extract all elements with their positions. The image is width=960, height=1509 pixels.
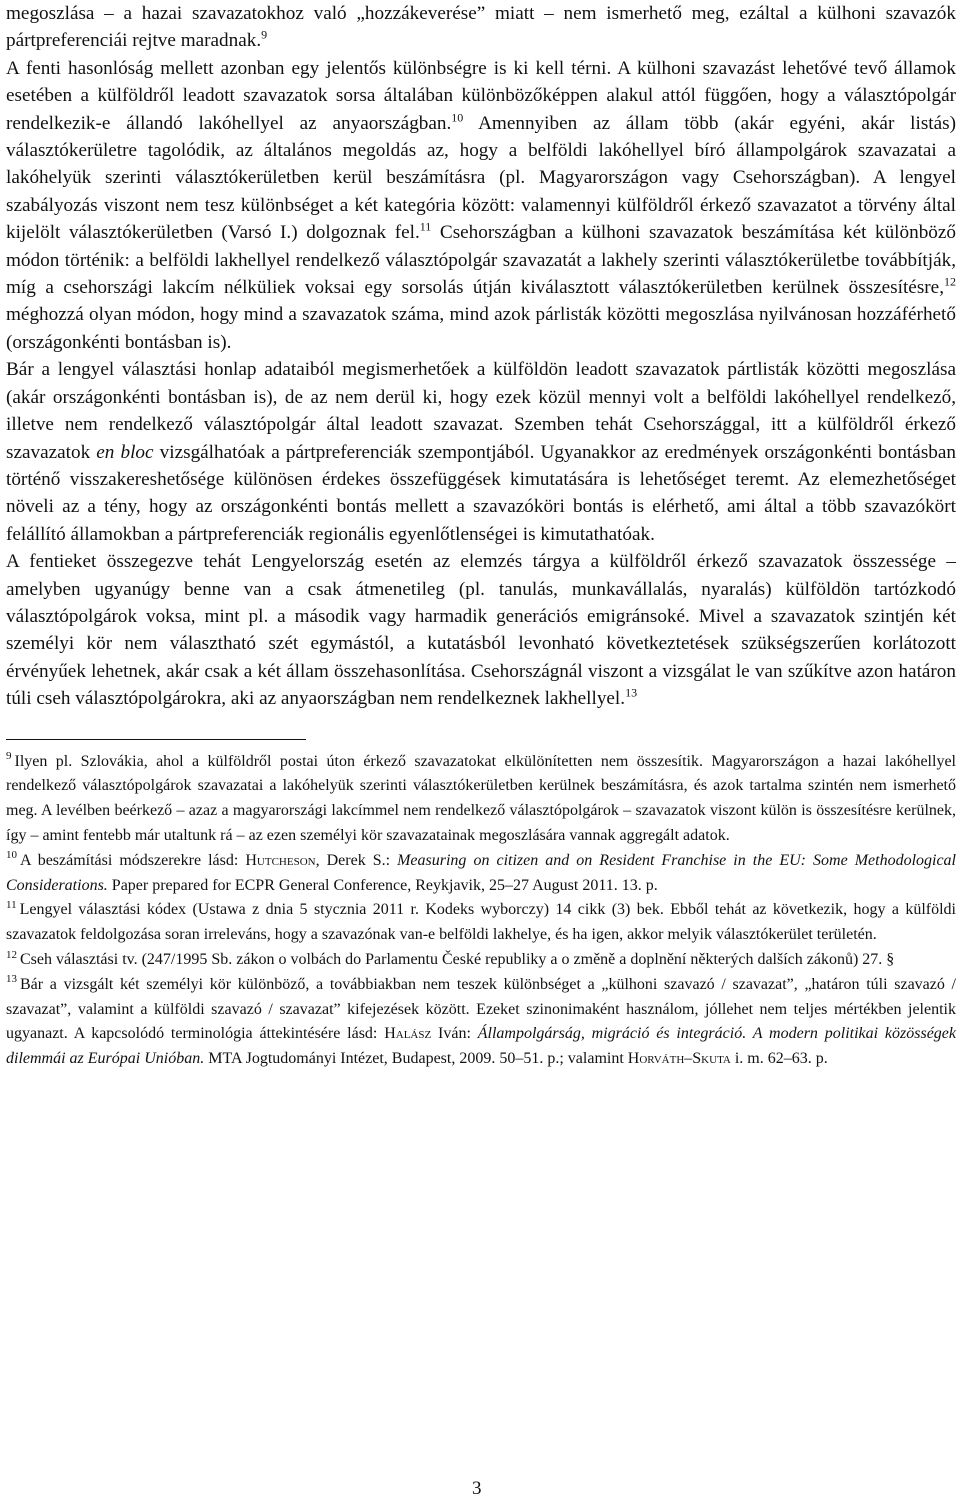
cited-title: Measuring on citizen and on Resident Franchise in the EU: Some Methodological Considerations. (6, 851, 957, 894)
paragraph-1 (6, 0, 956, 356)
footnote-ref: 12 (944, 274, 956, 289)
paragraph-text: A fentieket összegezve tehát Lengyelország esetén az elemzés tárgya a külföldről érkező szavazatok összessége – amelyben ugyanúgy benne van a csak átmenetileg (pl. tanulás, munkavállalás, nyaralás) külföldön tartózkodó választópolgárok voksa, mint pl. a második vagy harmadik generációs emigránsoké. Mivel a szavazatok szintjén két személyi kör nem választható szét egymástól, a kutatásból levonható következtetések szükségszerűen korlátozott érvényűek lehetnek, akár csak a két állam összehasonlítása. Csehországnál viszont a vizsgálat le van szűkítve azon határon túli cseh választópolgárokra, aki az anyaországban nem rendelkeznek lakhellyel. (6, 551, 956, 710)
paragraph-text: A fenti hasonlóság mellett azonban egy jelentős különbségre is ki kell térni. A külhoni szavazást lehetővé tevő államok esetében a külföldről leadott szavazatok sorsa általában különbözőképpen alakul attól függően, hogy a választópolgár rendelkezik-e állandó lakóhellyel az anyaországban. (6, 57, 956, 134)
footnote-9 (6, 750, 956, 849)
footnote-text: Lengyel választási kódex (Ustawa z dnia 5 stycznia 2011 r. Kodeks wyborczy) 14 cikk (3) bek. Ebből tehát az következik, hogy a külföldi szavazatok feldolgozása soran irreleváns, hogy a szavazónak van-e belföldi lakhelye, és ha igen, akkor melyik választókerület területén. (6, 901, 956, 944)
footnote-text: , Derek S.: (315, 851, 398, 869)
footnote-number: 10 (6, 849, 17, 862)
author-name: Horváth–Skuta (627, 1050, 731, 1068)
footnote-11 (6, 898, 956, 948)
footnote-number: 12 (6, 948, 17, 961)
paragraph-text: vizsgálhatóak a pártpreferenciák szempontjából. Ugyanakkor az eredmények országonkénti bontásban történő visszakereshetősége különösen érdekes összefüggések kimutatására is lehetőséget teremt. Az elemezhetőséget növeli az a tény, hogy az országonkénti bontás mellett a szavazóköri bontás is elérhető, ami által a több szavazókört felállító államokban a pártpreferenciák regionális egyenlőtlenségei is kimutathatóak. (6, 441, 956, 545)
footnote-ref: 10 (451, 110, 464, 125)
footnote-ref: 9 (261, 28, 268, 43)
footnote-ref: 11 (419, 219, 432, 234)
paragraph-3 (6, 548, 956, 712)
paragraph-text: Csehországban a külhoni szavazatok beszámítása két különböző módon történik: a belföldi lakhellyel rendelkező választópolgár szavazatát a lakhely szerinti választókerületbe továbbítják, míg a csehországi lakcím nélküliek voksai egy sorsolás útján kiválasztott választókerületben kerülnek összesítésre, (6, 222, 956, 299)
footnote-number: 13 (6, 973, 17, 986)
footnote-text: Paper prepared for ECPR General Conference, Reykjavik, 25–27 August 2011. 13. p. (107, 876, 658, 894)
author-name: Hutcheson (245, 851, 316, 869)
footnote-text: Cseh választási tv. (247/1995 Sb. zákon o volbách do Parlamentu České republiky a o změně a doplnění některých dalších zákonů) 27. § (20, 950, 895, 968)
footnote-text: i. m. 62–63. p. (730, 1050, 828, 1068)
footnote-text: Bár a vizsgált két személyi kör különböző, a továbbiakban nem teszek különbséget a „külhoni szavazó / szavazat”, „határon túli szavazó / szavazat”, valamint a külföldi szavazó / szavazat” kifejezések között. Ezeket szinonimaként használom, jóllehet nem teljes mértékben jelentik ugyanazt. A kapcsolódó terminológia áttekintésére lásd: (6, 975, 956, 1043)
footnote-text: Iván: (431, 1025, 478, 1043)
footnote-text: Ilyen pl. Szlovákia, ahol a külföldről postai úton érkező szavazatokat elkülönítetten nem összesítik. Magyarországon a hazai lakóhellyel rendelkező választópolgárok szavazatai a lakóhelyük szerinti választókerületben kerülnek beszámításra, és azok tartalma szintén nem ismerhető meg. A levélben beérkező – azaz a magyarországi lakcímmel nem rendelkező választópolgárok – szavazatok viszont külön is összesítésre kerülnek, így – amint fentebb már utaltunk rá – az ezen személyi kör szavazatainak megoszlására vannak aggregált adatok. (6, 752, 956, 844)
cited-title: Állampolgárság, migráció és integráció. A modern politikai közösségek dilemmái az Európai Unióban. (6, 1025, 957, 1068)
footnote-text: MTA Jogtudományi Intézet, Budapest, 2009. 50–51. p.; valamint (204, 1050, 628, 1068)
footnote-13 (6, 973, 956, 1072)
paragraph-text: méghozzá olyan módon, hogy mind a szavazatok száma, mind azok párlisták közötti megoszlása nyilvánosan hozzáférhető (országonkénti bontásban is). (6, 304, 956, 353)
footnote-12 (6, 948, 956, 973)
footnote-number: 11 (6, 899, 17, 912)
paragraph-2 (6, 356, 956, 548)
page-number: 3 (472, 1478, 482, 1499)
footnote-ref: 13 (625, 685, 638, 700)
footnote-number: 9 (6, 750, 12, 763)
paragraph-text: Bár a lengyel választási honlap adataiból megismerhetőek a külföldön leadott szavazatok pártlisták közötti megoszlása (akár országonkénti bontásban is), de az nem derül ki, hogy ezek közül mennyi volt a belföldi lakóhellyel rendelkező, illetve nem rendelkező választópolgár által leadott szavazat. Szemben tehát Csehországgal, itt a külföldről érkező szavazatok (6, 359, 956, 463)
footnotes (6, 750, 956, 1072)
footnote-separator (6, 739, 306, 740)
body-text (6, 0, 956, 713)
footnote-10 (6, 849, 956, 899)
author-name: Halász (384, 1025, 432, 1043)
paragraph-text: megoszlása – a hazai szavazatokhoz való „hozzákeverése” miatt – nem ismerhető meg, ezáltal a külhoni szavazók pártpreferenciái rejtve maradnak. (6, 3, 956, 52)
document-page (6, 0, 956, 1072)
paragraph-text: Amennyiben az állam több (akár egyéni, akár listás) választókerületre tagolódik, az általános megoldás az, hogy a belföldi lakóhellyel bíró állampolgárok szavazatai a lakóhelyük szerinti választókerületben kerül beszámításra (pl. Magyarországon vagy Csehországban). A lengyel szabályozás viszont nem tesz különbséget a két kategória között: valamennyi külföldről érkező szavazatot a törvény által kijelölt választókerületben (Varsó I.) dolgoznak fel. (6, 112, 956, 244)
footnote-text: A beszámítási módszerekre lásd: (20, 851, 246, 869)
italic-phrase: en bloc (96, 441, 154, 463)
